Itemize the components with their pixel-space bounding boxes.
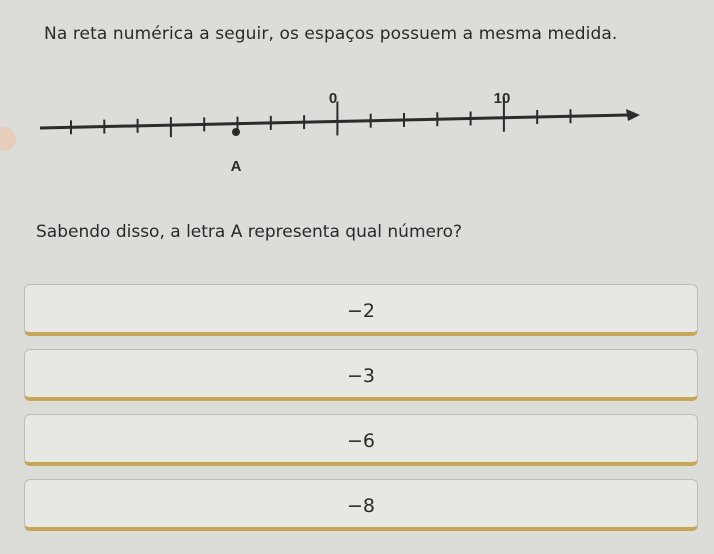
option-3-label: −6 — [346, 429, 375, 452]
option-1[interactable] — [24, 284, 698, 336]
prompt-text: Sabendo disso, a letra A representa qual número? — [36, 222, 463, 242]
option-2[interactable] — [24, 349, 698, 401]
option-4[interactable] — [24, 479, 698, 531]
number-line-axis — [40, 115, 628, 128]
option-4-label: −8 — [346, 494, 375, 517]
label-ten: 10 — [493, 90, 511, 107]
number-line-arrow — [626, 109, 640, 121]
number-line — [0, 80, 714, 180]
label-zero: 0 — [328, 90, 338, 107]
label-point-a: A — [230, 158, 242, 175]
option-3[interactable] — [24, 414, 698, 466]
option-2-label: −3 — [346, 364, 375, 387]
option-1-label: −2 — [346, 299, 375, 322]
point-a-marker — [232, 128, 240, 136]
question-text: Na reta numérica a seguir, os espaços possuem a mesma medida. — [44, 24, 618, 44]
answer-options — [24, 284, 698, 544]
